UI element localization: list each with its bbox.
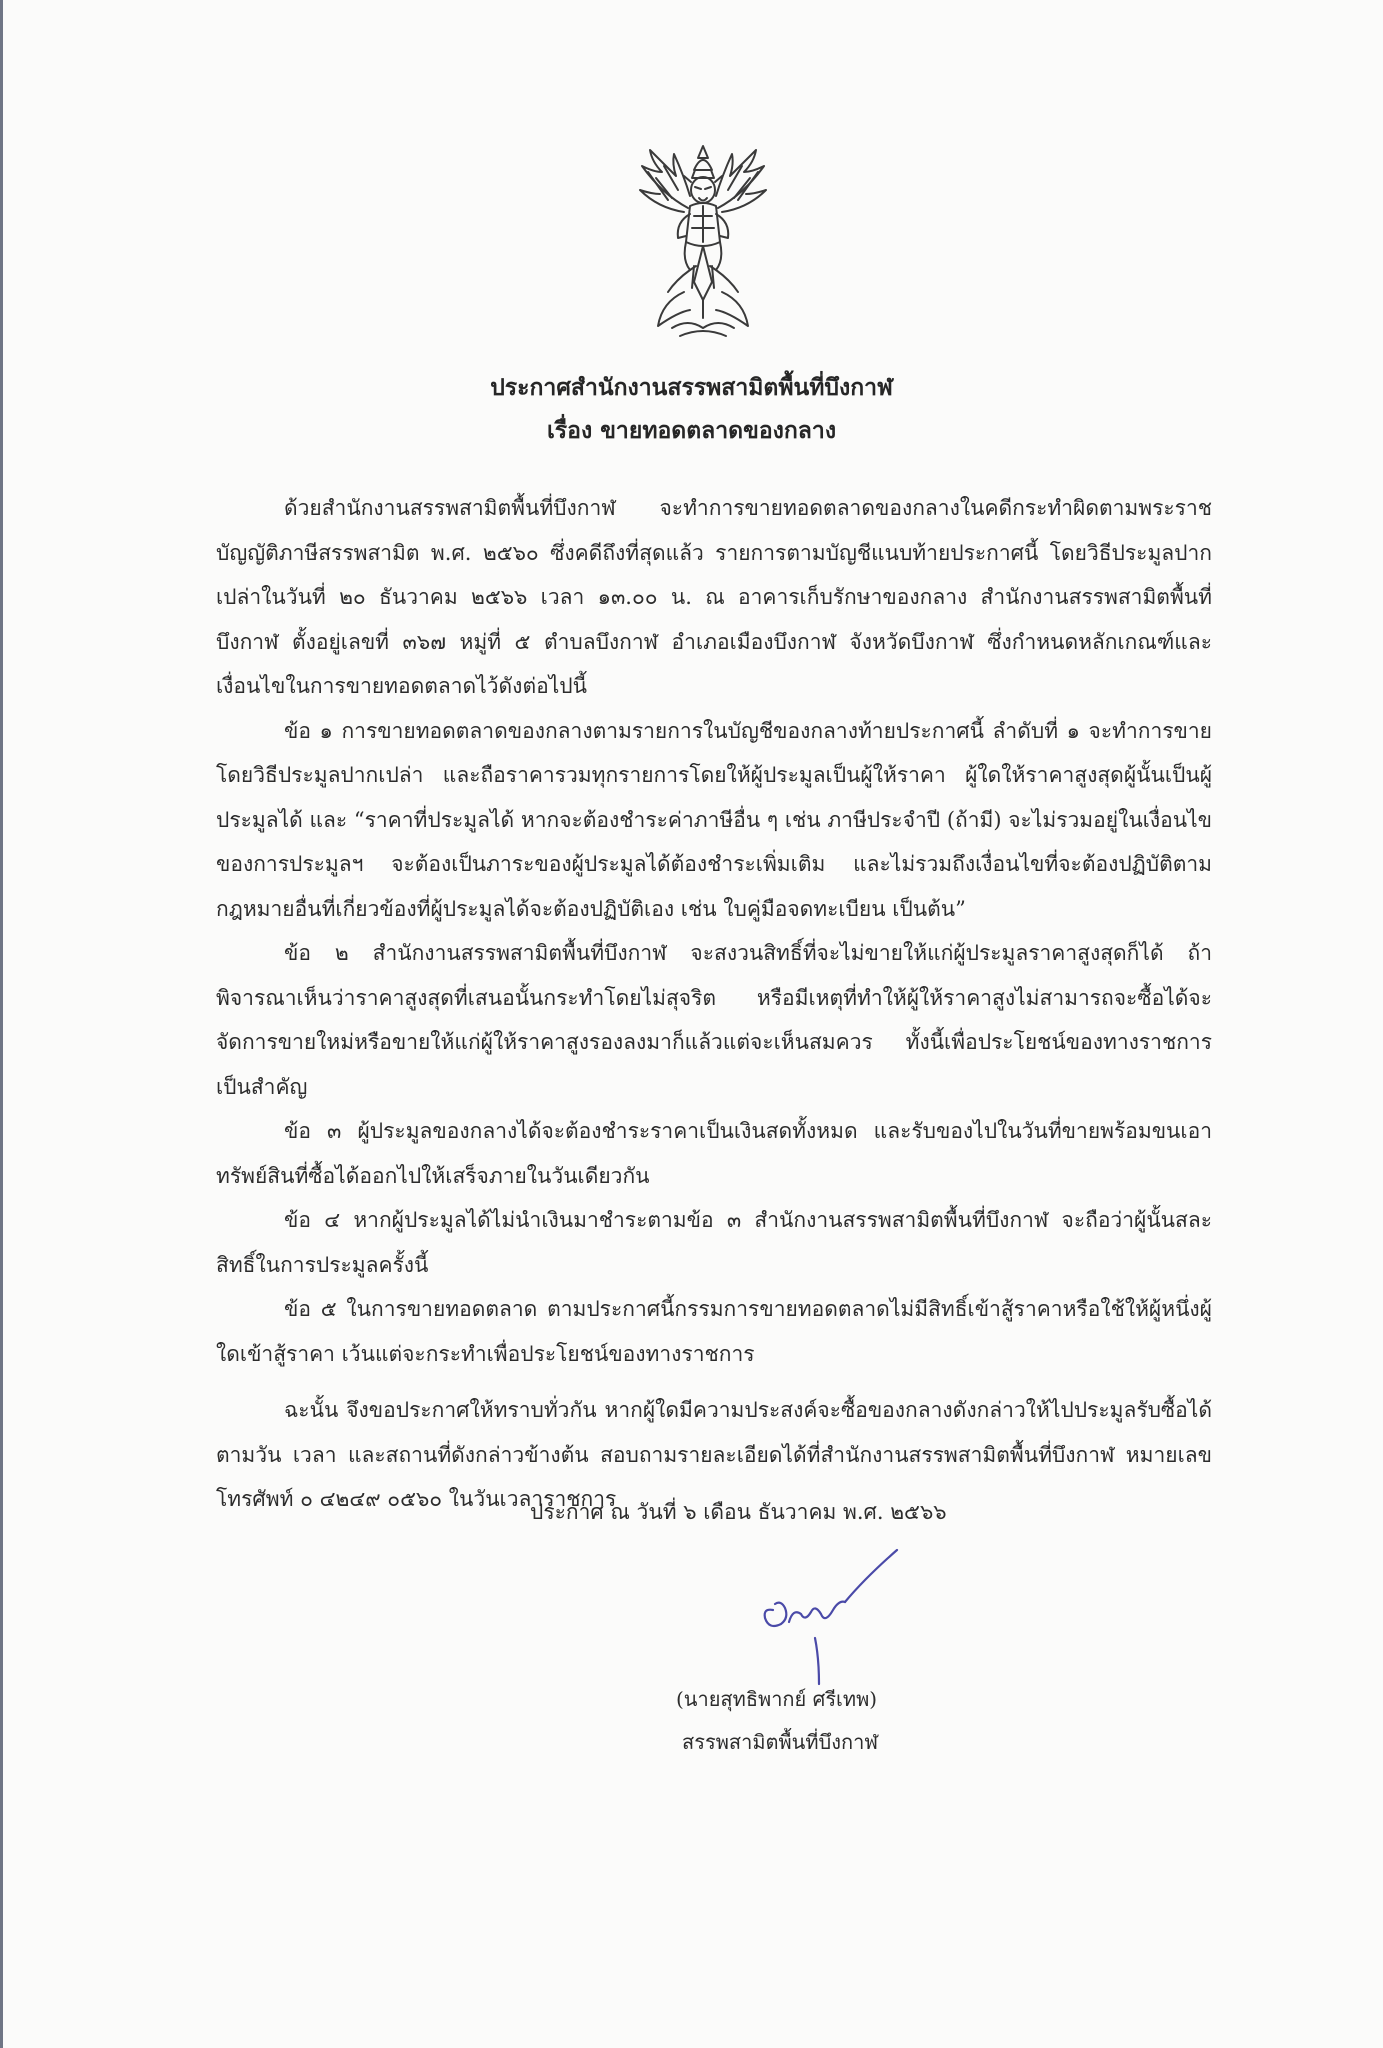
clause-3-paragraph: ข้อ ๓ ผู้ประมูลของกลางได้จะต้องชำระราคาเป็นเงินสดทั้งหมด และรับของไปในวันที่ขายพร้อมขนเอาทรัพย์สินที่ซื้อได้ออกไปให้เสร็จภายในวันเดียวกัน	[216, 1119, 1212, 1188]
clause-1-paragraph: ข้อ ๑ การขายทอดตลาดของกลางตามรายการในบัญชีของกลางท้ายประกาศนี้ ลำดับที่ ๑ จะทำการขายโดยวิธีประมูลปากเปล่า และถือราคารวมทุกรายการโดยให้ผู้ประมูลเป็นผู้ให้ราคา ผู้ใดให้ราคาสูงสุดผู้นั้นเป็นผู้ประมูลได้ และ “ราคาที่ประมูลได้ หากจะต้องชำระค่าภาษีอื่น ๆ เช่น ภาษีประจำปี (ถ้ามี) จะไม่รวมอยู่ในเงื่อนไขของการประมูลฯ จะต้องเป็นภาระของผู้ประมูลได้ต้องชำระเพิ่มเติม และไม่รวมถึงเงื่อนไขที่จะต้องปฏิบัติตามกฎหมายอื่นที่เกี่ยวข้องที่ผู้ประมูลได้จะต้องปฏิบัติเอง เช่น ใบคู่มือจดทะเบียน เป็นต้น”	[216, 718, 1212, 921]
announcement-title: ประกาศสำนักงานสรรพสามิตพื้นที่บึงกาฬ	[490, 374, 893, 401]
clause-4-paragraph: ข้อ ๔ หากผู้ประมูลได้ไม่นำเงินมาชำระตามข้อ ๓ สำนักงานสรรพสามิตพื้นที่บึงกาฬ จะถือว่าผู้นั้นสละสิทธิ์ในการประมูลครั้งนี้	[216, 1208, 1212, 1277]
intro-paragraph: ด้วยสำนักงานสรรพสามิตพื้นที่บึงกาฬ จะทำการขายทอดตลาดของกลางในคดีกระทำผิดตามพระราชบัญญัติภาษีสรรพสามิต พ.ศ. ๒๕๖๐ ซึ่งคดีถึงที่สุดแล้ว รายการตามบัญชีแนบท้ายประกาศนี้ โดยวิธีประมูลปากเปล่าในวันที่ ๒๐ ธันวาคม ๒๕๖๖ เวลา ๑๓.๐๐ น. ณ อาคารเก็บรักษาของกลาง สำนักงานสรรพสามิตพื้นที่บึงกาฬ ตั้งอยู่เลขที่ ๓๖๗ หมู่ที่ ๕ ตำบลบึงกาฬ อำเภอเมืองบึงกาฬ จังหวัดบึงกาฬ ซึ่งกำหนดหลักเกณฑ์และเงื่อนไขในการขายทอดตลาดไว้ดังต่อไปนี้	[216, 496, 1212, 698]
garuda-emblem-icon	[632, 142, 774, 342]
handwritten-signature-icon	[745, 1538, 905, 1688]
announcement-subject: เรื่อง ขายทอดตลาดของกลาง	[546, 417, 837, 444]
signer-name: (นายสุทธิพากย์ ศรีเทพ)	[676, 1687, 878, 1711]
announcement-body	[216, 486, 1212, 1522]
clause-5-paragraph: ข้อ ๕ ในการขายทอดตลาด ตามประกาศนี้กรรมการขายทอดตลาดไม่มีสิทธิ์เข้าสู้ราคาหรือใช้ให้ผู้หนึ่งผู้ใดเข้าสู้ราคา เว้นแต่จะกระทำเพื่อประโยชน์ของทางราชการ	[216, 1297, 1212, 1366]
closing-paragraph: ฉะนั้น จึงขอประกาศให้ทราบทั่วกัน หากผู้ใดมีความประสงค์จะซื้อของกลางดังกล่าวให้ไปประมูลรับซื้อได้ตามวัน เวลา และสถานที่ดังกล่าวข้างต้น สอบถามรายละเอียดได้ที่สำนักงานสรรพสามิตพื้นที่บึงกาฬ หมายเลขโทรศัพท์ ๐ ๔๒๔๙ ๐๕๖๐ ในวันเวลาราชการ	[216, 1398, 1212, 1511]
announcement-date: ประกาศ ณ วันที่ ๖ เดือน ธันวาคม พ.ศ. ๒๕๖๖	[530, 1500, 947, 1524]
clause-2-paragraph: ข้อ ๒ สำนักงานสรรพสามิตพื้นที่บึงกาฬ จะสงวนสิทธิ์ที่จะไม่ขายให้แก่ผู้ประมูลราคาสูงสุดก็ได้ ถ้าพิจารณาเห็นว่าราคาสูงสุดที่เสนอนั้นกระทำโดยไม่สุจริต หรือมีเหตุที่ทำให้ผู้ให้ราคาสูงไม่สามารถจะซื้อได้จะจัดการขายใหม่หรือขายให้แก่ผู้ให้ราคาสูงรองลงมาก็แล้วแต่จะเห็นสมควร ทั้งนี้เพื่อประโยชน์ของทางราชการเป็นสำคัญ	[216, 941, 1212, 1099]
signer-title: สรรพสามิตพื้นที่บึงกาฬ	[682, 1730, 878, 1754]
